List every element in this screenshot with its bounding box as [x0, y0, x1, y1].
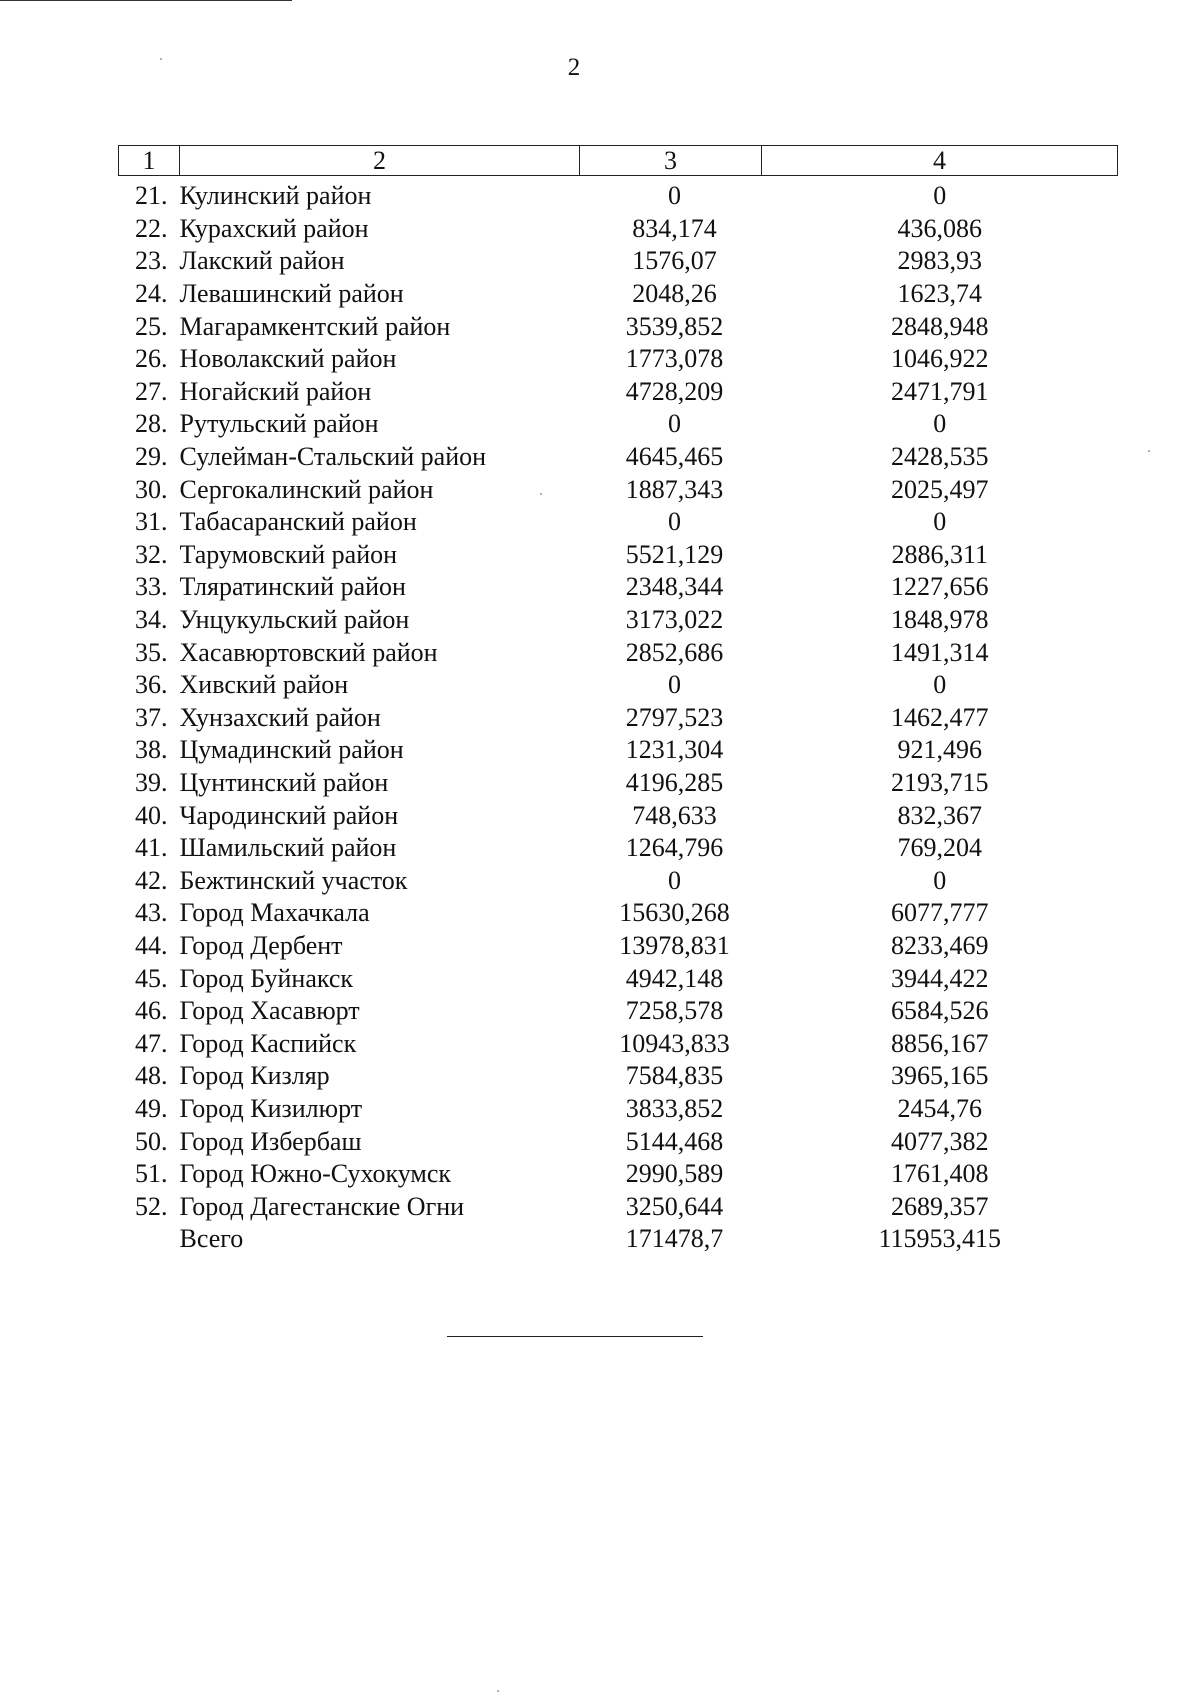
table-row	[118, 1190, 1117, 1223]
row-number: 23.	[135, 246, 168, 276]
table-row	[118, 604, 1117, 637]
value-col3: 2797,523	[625, 702, 724, 732]
district-name: Рутульский район	[179, 409, 379, 439]
value-col4: 436,086	[897, 213, 983, 243]
value-col3: 834,174	[632, 213, 717, 243]
row-number: 24.	[135, 279, 168, 309]
table-row	[118, 376, 1117, 409]
scan-speck	[497, 1690, 499, 1692]
value-col3: 0	[667, 181, 681, 211]
value-col3: 1773,078	[625, 344, 724, 374]
value-col3: 2348,344	[625, 572, 724, 602]
district-name: Город Буйнакск	[179, 963, 354, 993]
value-col4: 2689,357	[891, 1191, 989, 1221]
value-col4: 1227,656	[891, 572, 989, 602]
row-number: 22.	[135, 213, 168, 243]
value-col4: 8233,469	[891, 930, 989, 960]
table-row	[118, 343, 1117, 376]
value-col4: 1623,74	[897, 279, 983, 309]
district-name: Унцукульский район	[179, 605, 410, 635]
district-name: Новолакский район	[179, 344, 397, 374]
district-name: Город Кизилюрт	[179, 1093, 363, 1123]
value-col4: 1491,314	[891, 637, 989, 667]
value-col3: 15630,268	[619, 898, 730, 928]
value-col4: 921,496	[897, 735, 983, 765]
district-name: Лакский район	[179, 246, 345, 276]
table-row	[118, 441, 1117, 474]
table-row	[118, 278, 1117, 311]
district-name: Шамильский район	[179, 833, 397, 863]
value-col3: 0	[667, 409, 681, 439]
value-col4: 0	[933, 865, 947, 895]
value-col3: 5144,468	[625, 1126, 724, 1156]
column-header-4: 4	[762, 146, 1118, 176]
value-col4: 1462,477	[891, 702, 989, 732]
total-col3: 171478,7	[625, 1224, 724, 1254]
row-number: 37.	[135, 702, 168, 732]
total-row	[118, 1223, 1117, 1256]
district-name: Тляратинский район	[179, 572, 406, 602]
row-number: 27.	[135, 376, 168, 406]
value-col3: 3173,022	[625, 605, 724, 635]
value-col3: 1576,07	[632, 246, 717, 276]
district-name: Город Каспийск	[179, 1028, 357, 1058]
table-row	[118, 539, 1117, 572]
column-header-row	[119, 146, 1118, 176]
table-row	[118, 180, 1117, 213]
district-name: Город Дагестанские Огни	[179, 1191, 465, 1221]
row-number: 47.	[135, 1028, 168, 1058]
value-col3: 10943,833	[619, 1028, 730, 1058]
value-col4: 4077,382	[891, 1126, 989, 1156]
value-col4: 8856,167	[891, 1028, 989, 1058]
value-col4: 3944,422	[891, 963, 989, 993]
value-col3: 0	[667, 670, 681, 700]
end-rule	[447, 1336, 703, 1337]
value-col3: 0	[667, 865, 681, 895]
district-name: Город Избербаш	[179, 1126, 362, 1156]
value-col4: 6077,777	[891, 898, 989, 928]
district-name: Магарамкентский район	[179, 311, 451, 341]
row-number: 51.	[135, 1159, 168, 1189]
district-name: Хасавюртовский район	[179, 637, 438, 667]
table-row	[118, 897, 1117, 930]
row-number: 48.	[135, 1061, 168, 1091]
table-row	[118, 571, 1117, 604]
table-row	[118, 1060, 1117, 1093]
column-header-1: 1	[119, 146, 180, 176]
district-name: Город Кизляр	[179, 1061, 330, 1091]
value-col4: 2025,497	[891, 474, 989, 504]
district-name: Чародинский район	[179, 800, 399, 830]
value-col4: 6584,526	[891, 996, 989, 1026]
district-name: Левашинский район	[179, 279, 404, 309]
value-col3: 3250,644	[625, 1191, 724, 1221]
table-row	[118, 864, 1117, 897]
value-col4: 0	[933, 181, 947, 211]
row-number: 43.	[135, 898, 168, 928]
table-row	[118, 245, 1117, 278]
row-number: 35.	[135, 637, 168, 667]
row-number: 34.	[135, 605, 168, 635]
value-col4: 0	[933, 409, 947, 439]
district-name: Бежтинский участок	[179, 865, 408, 895]
table-row	[118, 408, 1117, 441]
value-col4: 1046,922	[891, 344, 989, 374]
district-name: Хивский район	[179, 670, 349, 700]
district-name: Табасаранский район	[179, 507, 417, 537]
row-number: 52.	[135, 1191, 168, 1221]
row-number: 26.	[135, 344, 168, 374]
district-name: Город Южно-Сухокумск	[179, 1159, 452, 1189]
row-number: 33.	[135, 572, 168, 602]
row-number: 28.	[135, 409, 168, 439]
page-number: 2	[567, 54, 581, 81]
district-name: Сулейман-Стальский район	[179, 442, 487, 472]
table-row	[118, 734, 1117, 767]
row-number: 32.	[135, 539, 168, 569]
row-number: 49.	[135, 1093, 168, 1123]
value-col3: 7258,578	[625, 996, 724, 1026]
value-col4: 0	[933, 507, 947, 537]
value-col4: 2428,535	[891, 442, 989, 472]
value-col3: 2852,686	[625, 637, 724, 667]
value-col3: 7584,835	[625, 1061, 724, 1091]
row-number: 45.	[135, 963, 168, 993]
value-col3: 4196,285	[625, 767, 724, 797]
top-edge-rule	[0, 0, 292, 1]
table-row	[118, 669, 1117, 702]
row-number: 50.	[135, 1126, 168, 1156]
value-col4: 2193,715	[891, 767, 989, 797]
row-number: 46.	[135, 996, 168, 1026]
value-col3: 2048,26	[632, 279, 717, 309]
district-name: Цунтинский район	[179, 767, 389, 797]
row-number: 31.	[135, 507, 168, 537]
district-name: Кулинский район	[179, 181, 372, 211]
table-row	[118, 702, 1117, 735]
district-name: Сергокалинский район	[179, 474, 434, 504]
table-body	[118, 180, 1117, 1256]
value-col3: 2990,589	[625, 1159, 724, 1189]
table-row	[118, 506, 1117, 539]
table-row	[118, 1027, 1117, 1060]
value-col4: 2983,93	[897, 246, 983, 276]
scan-speck	[1148, 450, 1150, 452]
row-number: 40.	[135, 800, 168, 830]
row-number: 38.	[135, 735, 168, 765]
value-col3: 5521,129	[625, 539, 724, 569]
value-col3: 1887,343	[625, 474, 724, 504]
column-header-table	[118, 145, 1118, 176]
row-number: 36.	[135, 670, 168, 700]
value-col4: 1848,978	[891, 605, 989, 635]
district-name: Город Хасавюрт	[179, 996, 360, 1026]
table-row	[118, 310, 1117, 343]
district-name: Город Махачкала	[179, 898, 370, 928]
district-name: Хунзахский район	[179, 702, 381, 732]
value-col3: 1264,796	[625, 833, 724, 863]
scan-speck	[160, 58, 162, 60]
value-col4: 832,367	[897, 800, 983, 830]
district-name: Курахский район	[179, 213, 369, 243]
value-col4: 0	[933, 670, 947, 700]
table-row	[118, 799, 1117, 832]
value-col4: 2471,791	[891, 376, 989, 406]
table-row	[118, 1125, 1117, 1158]
value-col3: 0	[667, 507, 681, 537]
row-number: 21.	[135, 181, 168, 211]
value-col4: 1761,408	[891, 1159, 989, 1189]
value-col3: 4728,209	[625, 376, 724, 406]
row-number: 44.	[135, 930, 168, 960]
table-row	[118, 995, 1117, 1028]
district-name: Тарумовский район	[179, 539, 398, 569]
table-row	[118, 930, 1117, 963]
column-header-2: 2	[180, 146, 580, 176]
value-col4: 769,204	[897, 833, 983, 863]
column-header-3: 3	[580, 146, 762, 176]
value-col4: 3965,165	[891, 1061, 989, 1091]
table-row	[118, 832, 1117, 865]
row-number: 39.	[135, 767, 168, 797]
table-row	[118, 962, 1117, 995]
value-col3: 4645,465	[625, 442, 724, 472]
table-row	[118, 473, 1117, 506]
total-label: Всего	[179, 1224, 244, 1254]
table-row	[118, 1093, 1117, 1126]
district-name: Цумадинский район	[179, 735, 404, 765]
value-col3: 3539,852	[625, 311, 724, 341]
row-number: 41.	[135, 833, 168, 863]
scan-speck	[540, 493, 542, 495]
row-number: 42.	[135, 865, 168, 895]
value-col3: 13978,831	[619, 930, 730, 960]
table-row	[118, 1158, 1117, 1191]
value-col3: 4942,148	[625, 963, 724, 993]
table-row	[118, 213, 1117, 246]
row-number: 25.	[135, 311, 168, 341]
total-col4: 115953,415	[878, 1224, 1002, 1254]
row-number: 30.	[135, 474, 168, 504]
row-number: 29.	[135, 442, 168, 472]
value-col3: 3833,852	[625, 1093, 724, 1123]
value-col3: 748,633	[632, 800, 717, 830]
value-col4: 2454,76	[897, 1093, 983, 1123]
value-col4: 2848,948	[891, 311, 989, 341]
table-row	[118, 636, 1117, 669]
table-row	[118, 767, 1117, 800]
district-name: Ногайский район	[179, 376, 372, 406]
value-col4: 2886,311	[891, 539, 989, 569]
value-col3: 1231,304	[625, 735, 724, 765]
district-name: Город Дербент	[179, 930, 343, 960]
